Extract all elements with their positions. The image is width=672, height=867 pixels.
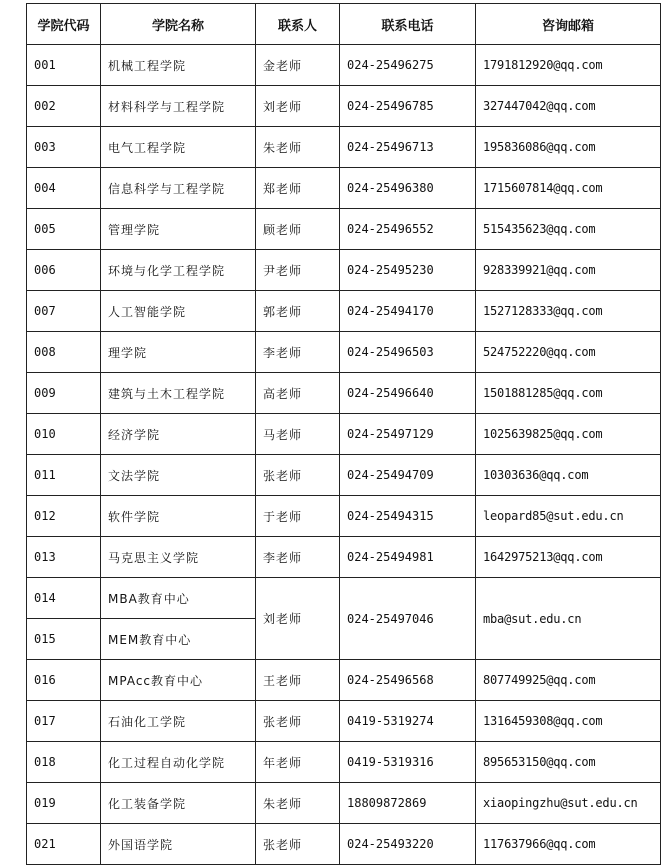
contact-person: 年老师 [256, 742, 340, 783]
inquiry-email[interactable]: 515435623@qq.com [476, 209, 661, 250]
college-name: 机械工程学院 [101, 45, 256, 86]
college-code: 004 [27, 168, 101, 209]
college-name: 石油化工学院 [101, 701, 256, 742]
contact-phone: 024-25496640 [340, 373, 476, 414]
contact-person: 张老师 [256, 701, 340, 742]
table-row [27, 824, 661, 865]
header-contact-person: 联系人 [256, 4, 340, 45]
table-row [27, 455, 661, 496]
contact-phone: 024-25497046 [340, 578, 476, 660]
header-contact-phone: 联系电话 [340, 4, 476, 45]
inquiry-email[interactable]: 928339921@qq.com [476, 250, 661, 291]
contact-phone: 024-25496713 [340, 127, 476, 168]
table-row [27, 783, 661, 824]
contact-person: 李老师 [256, 332, 340, 373]
table-row [27, 701, 661, 742]
inquiry-email[interactable]: 1791812920@qq.com [476, 45, 661, 86]
table-row [27, 291, 661, 332]
college-name: 马克思主义学院 [101, 537, 256, 578]
college-code: 011 [27, 455, 101, 496]
college-code: 006 [27, 250, 101, 291]
contact-person: 王老师 [256, 660, 340, 701]
college-code: 019 [27, 783, 101, 824]
contact-person: 李老师 [256, 537, 340, 578]
college-name: 理学院 [101, 332, 256, 373]
college-code: 014 [27, 578, 101, 619]
college-code: 017 [27, 701, 101, 742]
contact-phone: 024-25496568 [340, 660, 476, 701]
college-name: 管理学院 [101, 209, 256, 250]
contact-phone: 024-25496275 [340, 45, 476, 86]
contact-person: 郭老师 [256, 291, 340, 332]
inquiry-email[interactable]: 195836086@qq.com [476, 127, 661, 168]
table-row [27, 373, 661, 414]
contact-phone: 024-25494170 [340, 291, 476, 332]
inquiry-email[interactable]: 807749925@qq.com [476, 660, 661, 701]
college-name: 化工装备学院 [101, 783, 256, 824]
contact-phone: 024-25496380 [340, 168, 476, 209]
contact-phone: 024-25494709 [340, 455, 476, 496]
inquiry-email[interactable]: 1025639825@qq.com [476, 414, 661, 455]
college-name: 软件学院 [101, 496, 256, 537]
college-name: 材料科学与工程学院 [101, 86, 256, 127]
inquiry-email[interactable]: 1527128333@qq.com [476, 291, 661, 332]
contact-phone: 024-25496785 [340, 86, 476, 127]
college-code: 021 [27, 824, 101, 865]
header-inquiry-email: 咨询邮箱 [476, 4, 661, 45]
college-name: 信息科学与工程学院 [101, 168, 256, 209]
college-code: 009 [27, 373, 101, 414]
college-name: MEM教育中心 [101, 619, 256, 660]
header-college-code: 学院代码 [27, 4, 101, 45]
college-name: 文法学院 [101, 455, 256, 496]
college-code: 016 [27, 660, 101, 701]
contact-person: 高老师 [256, 373, 340, 414]
contact-phone: 024-25496552 [340, 209, 476, 250]
college-name: 电气工程学院 [101, 127, 256, 168]
inquiry-email[interactable]: xiaopingzhu@sut.edu.cn [476, 783, 661, 824]
inquiry-email[interactable]: 1316459308@qq.com [476, 701, 661, 742]
inquiry-email[interactable]: 1642975213@qq.com [476, 537, 661, 578]
table-row [27, 168, 661, 209]
college-name: 环境与化学工程学院 [101, 250, 256, 291]
college-code: 007 [27, 291, 101, 332]
college-name: 人工智能学院 [101, 291, 256, 332]
college-code: 001 [27, 45, 101, 86]
table-row [27, 332, 661, 373]
table-row [27, 45, 661, 86]
contact-phone: 024-25494315 [340, 496, 476, 537]
college-name: MPAcc教育中心 [101, 660, 256, 701]
inquiry-email[interactable]: 524752220@qq.com [476, 332, 661, 373]
contact-person: 马老师 [256, 414, 340, 455]
table-row [27, 250, 661, 291]
college-code: 018 [27, 742, 101, 783]
inquiry-email[interactable]: 327447042@qq.com [476, 86, 661, 127]
college-code: 012 [27, 496, 101, 537]
inquiry-email[interactable]: 1715607814@qq.com [476, 168, 661, 209]
contact-person: 张老师 [256, 824, 340, 865]
inquiry-email[interactable]: 10303636@qq.com [476, 455, 661, 496]
header-college-name: 学院名称 [101, 4, 256, 45]
contact-phone: 0419-5319316 [340, 742, 476, 783]
table-row [27, 86, 661, 127]
college-code: 008 [27, 332, 101, 373]
table-row [27, 742, 661, 783]
table-row [27, 414, 661, 455]
contact-phone: 024-25496503 [340, 332, 476, 373]
table-row [27, 209, 661, 250]
table-row [27, 496, 661, 537]
contact-phone: 024-25495230 [340, 250, 476, 291]
contact-person: 郑老师 [256, 168, 340, 209]
table-header-row [27, 4, 661, 45]
college-name: 外国语学院 [101, 824, 256, 865]
inquiry-email[interactable]: mba@sut.edu.cn [476, 578, 661, 660]
contact-person: 金老师 [256, 45, 340, 86]
contact-phone: 18809872869 [340, 783, 476, 824]
college-name: 建筑与土木工程学院 [101, 373, 256, 414]
college-code: 003 [27, 127, 101, 168]
contact-person: 朱老师 [256, 783, 340, 824]
inquiry-email[interactable]: 1501881285@qq.com [476, 373, 661, 414]
inquiry-email[interactable]: 117637966@qq.com [476, 824, 661, 865]
college-contact-table [26, 3, 661, 865]
table-row [27, 660, 661, 701]
college-name: MBA教育中心 [101, 578, 256, 619]
contact-person: 于老师 [256, 496, 340, 537]
contact-person: 尹老师 [256, 250, 340, 291]
table-row [27, 537, 661, 578]
table-row [27, 578, 661, 619]
contact-phone: 0419-5319274 [340, 701, 476, 742]
college-code: 013 [27, 537, 101, 578]
college-code: 015 [27, 619, 101, 660]
college-code: 010 [27, 414, 101, 455]
college-name: 经济学院 [101, 414, 256, 455]
college-code: 005 [27, 209, 101, 250]
contact-phone: 024-25497129 [340, 414, 476, 455]
college-code: 002 [27, 86, 101, 127]
contact-person: 朱老师 [256, 127, 340, 168]
contact-person: 顾老师 [256, 209, 340, 250]
table-row [27, 127, 661, 168]
contact-person: 刘老师 [256, 86, 340, 127]
contact-phone: 024-25493220 [340, 824, 476, 865]
contact-phone: 024-25494981 [340, 537, 476, 578]
inquiry-email[interactable]: 895653150@qq.com [476, 742, 661, 783]
college-name: 化工过程自动化学院 [101, 742, 256, 783]
contact-person: 刘老师 [256, 578, 340, 660]
contact-person: 张老师 [256, 455, 340, 496]
inquiry-email[interactable]: leopard85@sut.edu.cn [476, 496, 661, 537]
